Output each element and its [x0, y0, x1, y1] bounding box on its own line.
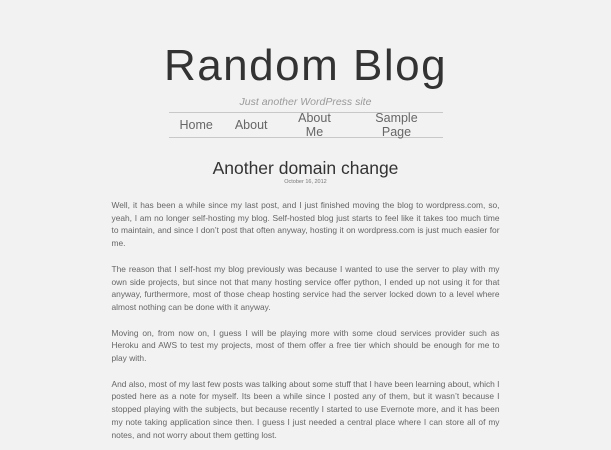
- post-paragraph: The reason that I self-host my blog previously was because I wanted to use the server to play with my own side projects, but since not that many hosting service offer python, I ended up not using it for that anyway, furthermore, most of those cheap hosting service had the server locked down to a level where almost nothing can be done with it anyway.: [111, 263, 500, 312]
- post-paragraph: Well, it has been a while since my last post, and I just finished moving the blog to wordpress.com, so, yeah, I am no longer self-hosting my blog. Self-hosted blog just starts to feel like it takes too much time to maintain, and since I don’t post that often anyway, hosting it on wordpress.com is just much easier for me.: [111, 200, 500, 249]
- nav-item-sample-page[interactable]: Sample Page: [375, 111, 418, 139]
- main-navigation: [169, 112, 443, 138]
- site-title[interactable]: Random Blog: [163, 41, 448, 90]
- site-tagline: Just another WordPress site: [239, 96, 372, 108]
- nav-item-home[interactable]: Home: [179, 118, 213, 132]
- post-paragraph: Moving on, from now on, I guess I will be playing more with some cloud services provider such as Heroku and AWS to test my projects, most of them offer a free tier which should be enough for me to play with.: [111, 327, 500, 364]
- site-header: [0, 0, 611, 138]
- blog-post: [112, 158, 500, 441]
- nav-item-about[interactable]: About: [234, 118, 268, 132]
- post-date[interactable]: October 16, 2012: [284, 179, 327, 185]
- post-title[interactable]: Another domain change: [212, 158, 399, 178]
- nav-item-about-me[interactable]: About Me: [298, 111, 331, 139]
- post-body: [112, 199, 500, 441]
- post-paragraph: And also, most of my last few posts was talking about some stuff that I have been learning about, which I posted here as a note for myself. Its been a while since I posted any of them, but it wasn’t because I stopped playing with the subjects, but because recently I started to use Evernote more, and it has been my note taking application since then. I guess I just needed a central place where I can store all of my notes, and not worry about them getting lost.: [111, 378, 500, 440]
